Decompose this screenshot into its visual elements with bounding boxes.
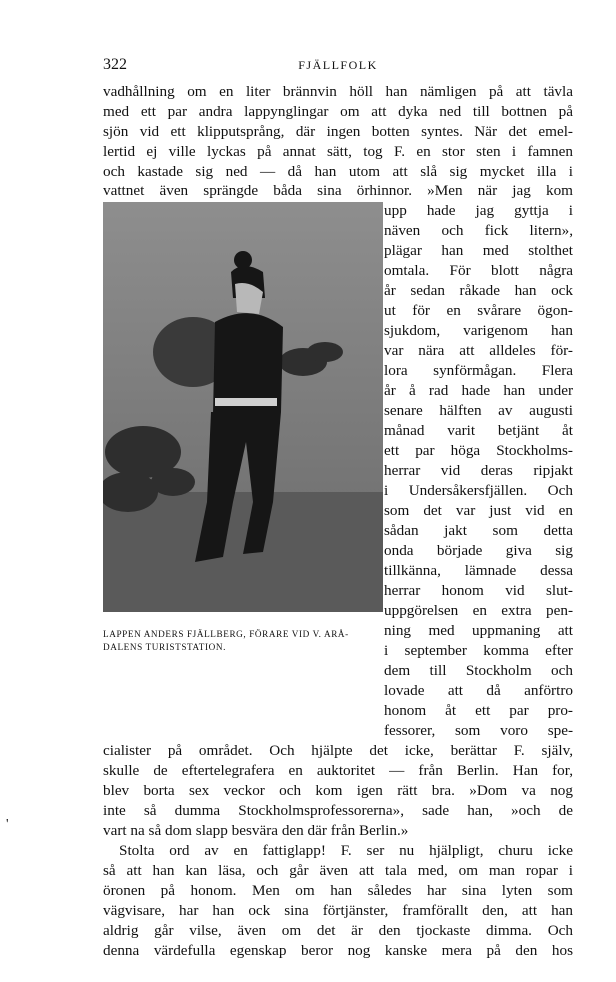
text-line: var nära att alldeles för- [384,342,573,359]
text-line: fessorer, som voro spe- [384,722,573,739]
figure-caption [103,628,385,654]
text-line: lora synförmågan. Flera [384,362,573,379]
text-line: denna värdefulla egenskap beror nog kanske mera på den hos [103,942,573,959]
portrait-photograph [103,202,383,612]
text-line: upp hade jag gyttja i [384,202,573,219]
margin-mark: ' [6,817,9,832]
text-line: öronen på honom. Men om han således har sina lyten som [103,882,573,899]
text-line: inte så dumma Stockholmsprofessorerna», sade han, »och de [103,802,573,819]
text-line: omtala. För blott några [384,262,573,279]
text-line: aldrig går vilse, även om det är den tjockaste dimma. Och [103,922,573,939]
text-line: vart na så dom slapp besvära den där från Berlin.» [103,822,409,839]
running-head: FJÄLLFOLK [298,58,378,72]
text-line: dem till Stockholm och [384,662,573,679]
text-line: honom åt ett par pro- [384,702,573,719]
text-line: lertid ej ville lyckas på annat sätt, tog F. en stor sten i famnen [103,143,573,160]
text-line: herrar honom vid slut- [384,582,573,599]
text-line: onda började giva sig [384,542,573,559]
page-header [103,56,573,78]
page-number: 322 [103,56,127,73]
text-line: vadhållning om en liter brännvin höll han nämligen på att tävla [103,83,573,100]
text-line: blev borta sex veckor och kom igen rätt bra. »Dom va nog [103,782,573,799]
text-line: så att han kan läsa, och går även att tala med, om man ropar i [103,862,573,879]
text-line: Stolta ord av en fattiglapp! F. ser nu hjälpligt, churu icke [119,842,573,859]
text-line: och kastade sig ned — då han utom att slå sig mycket illa i [103,163,573,180]
text-line: herrar vid deras ripjakt [384,462,573,479]
text-line: sådan jakt som detta [384,522,573,539]
text-line: ning med uppmaning att [384,622,573,639]
text-line: tillkänna, lämnade dessa [384,562,573,579]
text-line: i september komma efter [384,642,573,659]
text-line: vattnet även sprängde båda sina örhinnor. »Men när jag kom [103,182,573,199]
caption-line: LAPPEN ANDERS FJÄLLBERG, FÖRARE VID V. ARÅ- [103,629,349,639]
text-line: sjukdom, varigenom han [384,322,573,339]
text-line: näven och fick litern», [384,222,573,239]
text-line: sjön vid ett klipputsprång, där ingen botten syntes. När det emel- [103,123,573,140]
text-line: år sedan råkade han ock [384,282,573,299]
text-line: senare hälften av augusti [384,402,573,419]
text-line: år å rad hade han under [384,382,573,399]
text-line: ett par höga Stockholms- [384,442,573,459]
text-line: lovade att då anförtro [384,682,573,699]
text-line: som det var just vid en [384,502,573,519]
text-line: månad varit betjänt åt [384,422,573,439]
text-line: skulle de eftertelegrafera en auktoritet — från Berlin. Han for, [103,762,573,779]
text-line: cialister på området. Och hjälpte det icke, berättar F. själv, [103,742,573,759]
text-line: plägar han med stolthet [384,242,573,259]
text-line: ut för en svårare ögon- [384,302,573,319]
caption-line: DALENS TURISTSTATION. [103,642,226,652]
text-line: vägvisare, har han ock sina förtjänster, framförallt den, att han [103,902,573,919]
text-line: uppgörelsen en extra pen- [384,602,573,619]
text-line: med ett par andra lappynglingar om att dyka ned till bottnen på [103,103,573,120]
text-line: i Undersåkersfjällen. Och [384,482,573,499]
